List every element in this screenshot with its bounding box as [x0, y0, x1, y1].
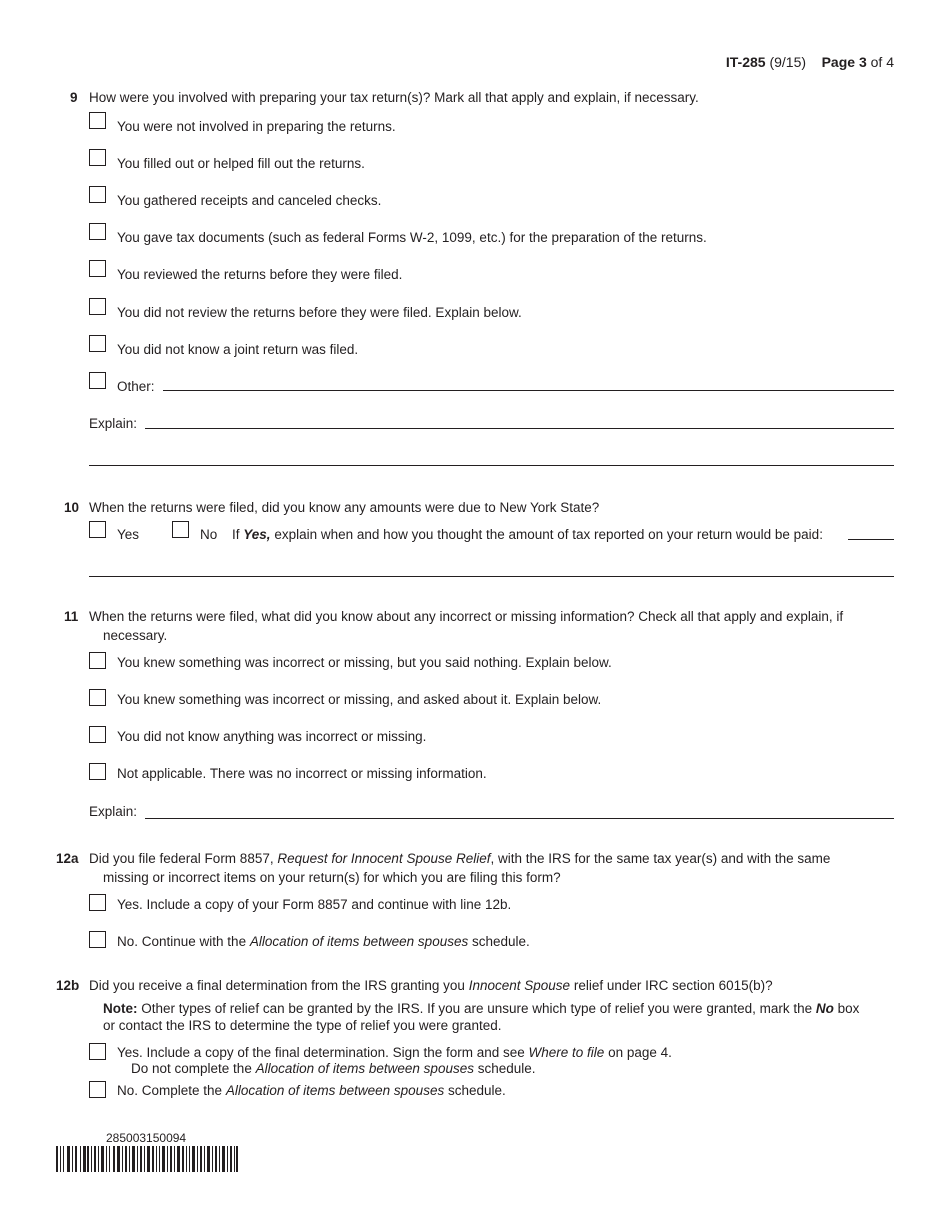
- q11-prompt-line2: necessary.: [103, 628, 168, 643]
- q9-option-6-label: You did not review the returns before they were filed. Explain below.: [117, 305, 522, 320]
- q12b-prompt-pre: Did you receive a final determination from the IRS granting you: [89, 978, 465, 993]
- page-label: Page: [821, 54, 856, 70]
- q9-option-3-checkbox[interactable]: [89, 186, 106, 203]
- q10-number: 10: [64, 500, 80, 515]
- q9-explain-field-line1[interactable]: [145, 428, 894, 429]
- q11-option-1-checkbox[interactable]: [89, 652, 106, 669]
- q12b-prompt: [89, 978, 773, 993]
- q9-other-field[interactable]: [163, 390, 894, 391]
- q12a-yes-checkbox[interactable]: [89, 894, 106, 911]
- q12b-number: 12b: [56, 978, 80, 993]
- q12a-prompt-line2: missing or incorrect items on your return(s) for which you are filing this form?: [103, 870, 561, 885]
- q9-other-checkbox[interactable]: [89, 372, 106, 389]
- q12a-no-pre: No. Continue with the: [117, 934, 247, 949]
- q9-option-5-checkbox[interactable]: [89, 260, 106, 277]
- q10-if-word: If: [232, 527, 240, 542]
- q9-option-7-label: You did not know a joint return was filed.: [117, 342, 359, 357]
- q12a-yes-label: Yes. Include a copy of your Form 8857 and continue with line 12b.: [117, 897, 512, 912]
- q12b-yes-where: Where to file: [528, 1045, 605, 1060]
- q12b-prompt-post: relief under IRC section 6015(b)?: [573, 978, 773, 993]
- q12b-yes2-post: schedule.: [477, 1061, 536, 1076]
- q10-explain-prompt: [232, 527, 823, 542]
- q9-option-1-checkbox[interactable]: [89, 112, 106, 129]
- q11-option-3-label: You did not know anything was incorrect or missing.: [117, 729, 427, 744]
- q9-option-4-label: You gave tax documents (such as federal Forms W-2, 1099, etc.) for the preparation of the returns.: [117, 230, 707, 245]
- barcode-icon: [56, 1146, 238, 1172]
- q12a-prompt-line1: [89, 851, 830, 866]
- q12b-yes-pre: Yes. Include a copy of the final determination. Sign the form and see: [117, 1045, 525, 1060]
- q12b-relief-type: Innocent Spouse: [468, 978, 571, 993]
- q12b-note-label: Note:: [103, 1001, 138, 1016]
- q12a-number: 12a: [56, 851, 79, 866]
- q10-no-checkbox[interactable]: [172, 521, 189, 538]
- q10-no-label: No: [200, 527, 218, 542]
- q9-option-3-label: You gathered receipts and canceled checks.: [117, 193, 382, 208]
- q10-if-yes: Yes,: [243, 527, 271, 542]
- q12b-no-checkbox[interactable]: [89, 1081, 106, 1098]
- q11-option-4-label: Not applicable. There was no incorrect or missing information.: [117, 766, 487, 781]
- q11-number: 11: [64, 609, 79, 624]
- q12b-yes-label-line2: [131, 1061, 536, 1076]
- q9-prompt: How were you involved with preparing your tax return(s)? Mark all that apply and explain, if necessary.: [89, 90, 699, 105]
- q11-option-2-label: You knew something was incorrect or missing, and asked about it. Explain below.: [117, 692, 602, 707]
- q9-other-label: Other:: [117, 379, 155, 394]
- q12b-yes-post: on page 4.: [608, 1045, 672, 1060]
- q12a-no-post: schedule.: [471, 934, 530, 949]
- page-header: [726, 54, 894, 70]
- q12b-no-schedule: Allocation of items between spouses: [225, 1083, 445, 1098]
- q11-explain-field[interactable]: [145, 818, 894, 819]
- q11-option-3-checkbox[interactable]: [89, 726, 106, 743]
- q12b-no-label: [117, 1083, 506, 1098]
- q12b-note-box: box: [837, 1001, 860, 1016]
- q12a-prompt-post: , with the IRS for the same tax year(s) and with the same: [490, 851, 831, 866]
- q9-option-6-checkbox[interactable]: [89, 298, 106, 315]
- q10-prompt: When the returns were filed, did you know any amounts were due to New York State?: [89, 500, 600, 515]
- page-total: of 4: [870, 54, 894, 70]
- q9-option-1-label: You were not involved in preparing the returns.: [117, 119, 396, 134]
- q10-explain-text: explain when and how you thought the amount of tax reported on your return would be paid:: [274, 527, 823, 542]
- q12b-yes-checkbox[interactable]: [89, 1043, 106, 1060]
- q10-yes-checkbox[interactable]: [89, 521, 106, 538]
- form-revision: (9/15): [769, 54, 807, 70]
- page-number: 3: [858, 54, 867, 70]
- q12b-no-post: schedule.: [447, 1083, 506, 1098]
- q9-option-2-label: You filled out or helped fill out the returns.: [117, 156, 365, 171]
- q9-option-5-label: You reviewed the returns before they were filed.: [117, 267, 403, 282]
- q11-option-2-checkbox[interactable]: [89, 689, 106, 706]
- form-number: IT-285: [725, 54, 766, 70]
- q11-option-1-label: You knew something was incorrect or missing, but you said nothing. Explain below.: [117, 655, 612, 670]
- q9-explain-label: Explain:: [89, 416, 138, 431]
- q10-explain-field-line1[interactable]: [848, 539, 894, 540]
- q9-explain-field-line2[interactable]: [89, 465, 894, 466]
- q12b-note-line2: or contact the IRS to determine the type of relief you were granted.: [103, 1018, 502, 1033]
- q9-number: 9: [70, 90, 78, 105]
- q10-explain-field-line2[interactable]: [89, 576, 894, 577]
- q12a-no-checkbox[interactable]: [89, 931, 106, 948]
- q11-option-4-checkbox[interactable]: [89, 763, 106, 780]
- q11-explain-label: Explain:: [89, 804, 138, 819]
- q12b-yes-label-line1: [117, 1045, 672, 1060]
- barcode-number: 285003150094: [106, 1131, 187, 1145]
- q12b-note-text: Other types of relief can be granted by the IRS. If you are unsure which type of relief you were granted, mark the: [141, 1001, 813, 1016]
- q12a-no-schedule: Allocation of items between spouses: [249, 934, 469, 949]
- q12a-no-label: [117, 934, 530, 949]
- q12b-yes2-schedule: Allocation of items between spouses: [255, 1061, 474, 1076]
- q9-option-7-checkbox[interactable]: [89, 335, 106, 352]
- q12a-prompt-pre: Did you file federal Form 8857,: [89, 851, 274, 866]
- q9-option-2-checkbox[interactable]: [89, 149, 106, 166]
- q12b-no-pre: No. Complete the: [117, 1083, 223, 1098]
- q12a-form-title: Request for Innocent Spouse Relief: [277, 851, 491, 866]
- q9-option-4-checkbox[interactable]: [89, 223, 106, 240]
- q11-prompt-line1: When the returns were filed, what did you know about any incorrect or missing information? Check all that apply and explain, if: [89, 609, 844, 624]
- q12b-yes2-pre: Do not complete the: [131, 1061, 252, 1076]
- q12b-note-line1: [103, 1001, 859, 1016]
- q12b-note-no: No: [815, 1001, 834, 1016]
- q10-yes-label: Yes: [117, 527, 140, 542]
